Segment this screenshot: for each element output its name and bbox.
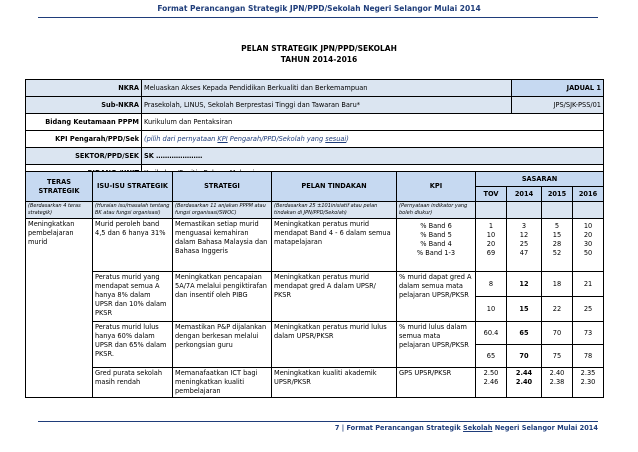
- note-teras: (Berdasarkan 4 teras strategik): [26, 202, 93, 219]
- bidang-value: Kurikulum dan Pentaksiran: [142, 114, 604, 131]
- footer-text: Format Perancangan Strategik: [346, 424, 464, 432]
- teras-value: Meningkatkan pembelajaran murid: [26, 219, 93, 398]
- r2a-2014: 12: [507, 272, 542, 297]
- r3-kpi: % murid lulus dalam semua mata pelajaran UPSR/PKSR: [397, 322, 476, 368]
- col-strategi: STRATEGI: [173, 172, 272, 202]
- kpi-pre-text: (pilih dari pernyataan: [144, 134, 218, 143]
- footer-text-end: Negeri Selangor Mulai 2014: [492, 424, 598, 432]
- r1-2014: 3 12 25 47: [507, 219, 542, 272]
- r3b-2014: 70: [507, 345, 542, 368]
- r3a-2014: 65: [507, 322, 542, 345]
- r2b-2014: 15: [507, 297, 542, 322]
- r1-2015: 5 15 28 52: [542, 219, 573, 272]
- subnkra-label: Sub-NKRA: [26, 97, 142, 114]
- doc-title: PELAN STRATEGIK JPN/PPD/SEKOLAH: [241, 44, 397, 53]
- r4-kpi: GPS UPSR/PKSR: [397, 368, 476, 398]
- r1-pelan: Meningkatkan peratus murid mendapat Band 4 - 6 dalam semua matapelajaran: [272, 219, 397, 272]
- r2-pelan: Meningkatkan peratus murid mendapat gred A dalam UPSR/ PKSR: [272, 272, 397, 322]
- nkra-label: NKRA: [26, 80, 142, 97]
- col-pelan: PELAN TINDAKAN: [272, 172, 397, 202]
- r1-tov: 1 10 20 69: [476, 219, 507, 272]
- col-isu: ISU-ISU STRATEGIK: [93, 172, 173, 202]
- r4-strategi: Memanafaatkan ICT bagi meningkatkan kualiti pembelajaran: [173, 368, 272, 398]
- r3b-2015: 75: [542, 345, 573, 368]
- jadual-label: JADUAL 1: [512, 80, 604, 97]
- r3a-2016: 73: [573, 322, 604, 345]
- r2a-tov: 8: [476, 272, 507, 297]
- kpi-link[interactable]: KPI: [217, 134, 228, 143]
- r3-strategi: Memastikan P&P dijalankan dengan berkesan melalui perkongsian guru: [173, 322, 272, 368]
- col-sasaran: SASARAN: [476, 172, 604, 187]
- footer-rule: [38, 421, 598, 422]
- note-strategi: (Berdasarkan 11 anjakan PPPM atau fungsi organisasi/SWOC): [173, 202, 272, 219]
- kpi-pengarah-label: KPI Pengarah/PPD/Sek: [26, 131, 142, 148]
- r2-kpi: % murid dapat gred A dalam semua mata pelajaran UPSR/PKSR: [397, 272, 476, 322]
- r1-kpi: % Band 6 % Band 5 % Band 4 % Band 1-3: [397, 219, 476, 272]
- r4-tov: 2.50 2.46: [476, 368, 507, 398]
- note-isu: (Huraian isu/masalah tentang BK atau fungsi organisasi): [93, 202, 173, 219]
- r2b-tov: 10: [476, 297, 507, 322]
- note-kpi: (Pernyataan indikator yang boleh diukur): [397, 202, 476, 219]
- r1-2016: 10 20 30 50: [573, 219, 604, 272]
- kpi-mid-text: Pengarah/PPD/Sekolah yang: [227, 134, 326, 143]
- r3-pelan: Meningkatkan peratus murid lulus dalam UPSR/PKSR: [272, 322, 397, 368]
- r1-strategi: Memastikan setiap murid menguasai kemahiran dalam Bahasa Malaysia dan Bahasa Inggeris: [173, 219, 272, 272]
- r4-pelan: Meningkatkan kualiti akademik UPSR/PKSR: [272, 368, 397, 398]
- r3b-tov: 65: [476, 345, 507, 368]
- r2a-2015: 18: [542, 272, 573, 297]
- col-2015: 2015: [542, 187, 573, 202]
- footer-link[interactable]: Sekolah: [463, 424, 493, 432]
- sesuai-link[interactable]: sesuai: [325, 134, 347, 143]
- r1-isu: Murid peroleh band 4,5 dan 6 hanya 31%: [93, 219, 173, 272]
- r3a-tov: 60.4: [476, 322, 507, 345]
- r2a-2016: 21: [573, 272, 604, 297]
- r3b-2016: 78: [573, 345, 604, 368]
- col-tov: TOV: [476, 187, 507, 202]
- page-header: Format Perancangan Strategik JPN/PPD/Sekolah Negeri Selangor Mulai 2014: [157, 4, 481, 13]
- strategy-table: [25, 171, 604, 398]
- kpi-pengarah-value: [142, 131, 604, 148]
- r4-2015: 2.40 2.38: [542, 368, 573, 398]
- r2-isu: Peratus murid yang mendapat semua A hanya 8% dalam UPSR dan 10% dalam PKSR: [93, 272, 173, 322]
- kpi-post-text: ): [346, 134, 349, 143]
- bidang-label: Bidang Keutamaan PPPM: [26, 114, 142, 131]
- doc-subtitle: TAHUN 2014-2016: [280, 55, 358, 64]
- page-footer: 7 | Format Perancangan Strategik Sekolah Negeri Selangor Mulai 2014: [334, 424, 598, 432]
- nkra-value: Meluaskan Akses Kepada Pendidikan Berkualiti dan Berkemampuan: [142, 80, 512, 97]
- col-kpi: KPI: [397, 172, 476, 202]
- r2b-2015: 22: [542, 297, 573, 322]
- r2b-2016: 25: [573, 297, 604, 322]
- note-pelan: (Berdasarkan 25 ±101inisiatif atau pelan tindakan di JPN/PPD/Sekolah): [272, 202, 397, 219]
- r3-isu: Peratus murid lulus hanya 60% dalam UPSR dan 65% dalam PKSR.: [93, 322, 173, 368]
- sektor-value: SK …………………: [142, 148, 604, 165]
- r4-isu: Gred purata sekolah masih rendah: [93, 368, 173, 398]
- info-table: [25, 79, 604, 182]
- col-2014: 2014: [507, 187, 542, 202]
- subnkra-value: Prasekolah, LINUS, Sekolah Berprestasi Tinggi dan Tawaran Baru*: [142, 97, 512, 114]
- page-number: 7: [334, 424, 340, 432]
- col-2016: 2016: [573, 187, 604, 202]
- col-teras: TERAS STRATEGIK: [26, 172, 93, 202]
- r2-strategi: Meningkatkan pencapaian 5A/7A melalui pengiktirafan dan insentif oleh PIBG: [173, 272, 272, 322]
- header-rule: [38, 17, 598, 18]
- sektor-label: SEKTOR/PPD/SEK: [26, 148, 142, 165]
- r4-2016: 2.35 2.30: [573, 368, 604, 398]
- code-value: JPS/SJK-PSS/01: [512, 97, 604, 114]
- r4-2014: 2.44 2.40: [507, 368, 542, 398]
- r3a-2015: 70: [542, 322, 573, 345]
